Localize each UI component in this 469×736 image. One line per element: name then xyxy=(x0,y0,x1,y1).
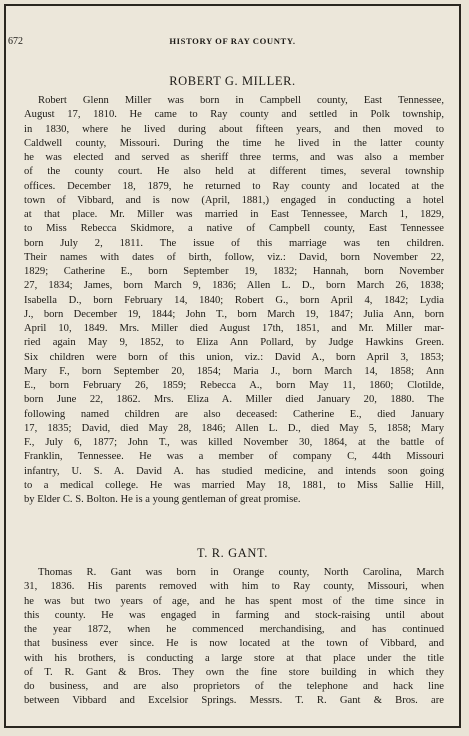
running-head: HISTORY OF RAY COUNTY. xyxy=(169,36,296,46)
text-line: to a medical college. He was married May 18, 1881, to Miss Sallie Hill, xyxy=(24,479,444,491)
text-line: with his brothers, is conducting a large store at that place under the title xyxy=(24,652,444,664)
text-line: of T. R. Gant & Bros. They own the fine store building in which they xyxy=(24,666,444,678)
section-title-gant: T. R. GANT. xyxy=(196,546,269,560)
text-line: April 10, 1849. Mrs. Miller died August 17th, 1851, and Mr. Miller mar- xyxy=(24,323,444,334)
text-line: 17, 1835; David, died May 28, 1846; Allen L. D., died May 5, 1858; Mary xyxy=(24,422,444,434)
text-line: to Miss Rebecca Skidmore, a native of Campbell county, East Tennessee xyxy=(24,223,444,235)
text-line: at that place. Mr. Miller was married in East Tennessee, March 1, 1829, xyxy=(24,209,444,220)
text-line: Robert Glenn Miller was born in Campbell county, East Tennessee, xyxy=(38,95,444,106)
text-line: Thomas R. Gant was born in Orange county, North Carolina, March xyxy=(38,567,444,578)
text-line: town of Vibbard, and is now (April, 1881,) engaged in conducting a hotel xyxy=(24,194,444,206)
text-line: do business, and are also proprietors of the telephone and hack line xyxy=(24,681,444,692)
text-line: that business ever since. He is now located at the town of Vibbard, and xyxy=(24,638,444,650)
biography-gant xyxy=(24,566,444,709)
text-line: F., July 6, 1877; John T., was killed November 30, 1864, at the battle of xyxy=(24,437,444,448)
text-line: born July 2, 1811. The issue of this marriage was ten children. xyxy=(24,237,444,249)
text-line: Mary F., born September 20, 1854; Maria J., born March 14, 1858; Ann xyxy=(24,365,444,377)
text-line: ried again May 9, 1852, to Eliza Ann Pollard, by Judge Hawkins Green. xyxy=(24,337,444,349)
text-line: the year 1872, when he commenced merchandising, and has continued xyxy=(24,624,444,635)
text-line: this county. He was engaged in farming and stock-raising until about xyxy=(24,609,444,621)
text-line: J., born December 19, 1844; John T., born March 19, 1847; Julia Ann, born xyxy=(24,308,444,320)
text-line: E., born February 26, 1859; Rebecca A., born May 11, 1860; Clotilde, xyxy=(24,380,444,391)
section-title-miller: ROBERT G. MILLER. xyxy=(169,74,296,88)
text-line: 27, 1834; James, born March 9, 1836; Allen L. D., born March 26, 1838; xyxy=(24,280,444,292)
text-line: he was but two years of age, and he has spent most of the time since in xyxy=(24,595,444,607)
text-line: of the county court. He also held at different times, several township xyxy=(24,166,444,178)
text-line: between Vibbard and Excelsior Springs. Messrs. T. R. Gant & Bros. are xyxy=(24,695,444,707)
text-line: by Elder C. S. Bolton. He is a young gentleman of great promise. xyxy=(24,494,301,505)
text-line: Franklin, Tennessee. He was a member of company C, 44th Missouri xyxy=(24,451,444,463)
page-header xyxy=(6,36,459,50)
page-number: 672 xyxy=(8,36,23,47)
biography-miller xyxy=(24,94,444,507)
text-line: August 17, 1810. He came to Ray county and settled in Polk township, xyxy=(24,109,444,121)
text-line: Caldwell county, Missouri. During the time he lived in the latter county xyxy=(24,137,444,149)
text-line: he was elected and served as sheriff three terms, and was also a member xyxy=(24,152,444,163)
text-line: following named children are also deceased: Catherine E., died January xyxy=(24,408,444,420)
text-line: in 1830, where he lived during about fifteen years, and then moved to xyxy=(24,123,444,135)
text-line: Isabella D., born February 14, 1840; Robert G., born April 4, 1842; Lydia xyxy=(24,294,444,306)
text-line: 1829; Catherine E., born September 19, 1832; Hannah, born November xyxy=(24,266,444,277)
page-frame xyxy=(4,4,461,728)
text-line: Their names with dates of birth, follow, viz.: David, born November 22, xyxy=(24,251,444,263)
text-line: 31, 1836. His parents removed with him to Ray county, Missouri, when xyxy=(24,581,444,593)
text-line: infantry, U. S. A. David A. has studied medicine, and intends soon going xyxy=(24,465,444,477)
text-line: Six children were born of this union, viz.: David A., born April 3, 1853; xyxy=(24,351,444,363)
text-line: offices. December 18, 1879, he returned to Ray county and located at the xyxy=(24,180,444,192)
text-line: born June 22, 1862. Mrs. Eliza A. Miller died January 20, 1880. The xyxy=(24,394,444,406)
